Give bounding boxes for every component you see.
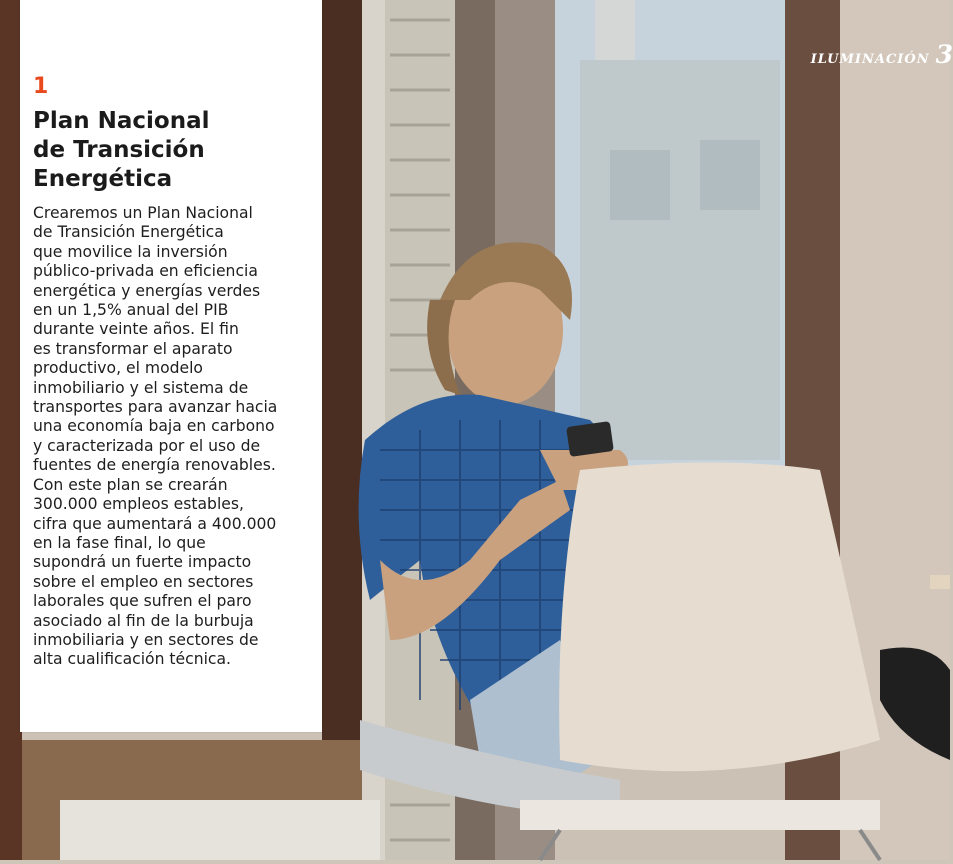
section-header (810, 40, 953, 76)
body-line: Con este plan se crearán (33, 475, 228, 494)
card-title (33, 107, 313, 194)
title-line: Plan Nacional (33, 108, 210, 134)
body-line: transportes para avanzar hacia (33, 398, 278, 417)
title-line: de Transición (33, 137, 205, 163)
body-line: asociado al fin de la burbuja (33, 611, 254, 630)
page-number: 3 (935, 40, 953, 69)
title-line: Energética (33, 166, 173, 192)
body-line: público-privada en eficiencia (33, 262, 258, 281)
body-line: productivo, el modelo (33, 359, 203, 378)
text-card (20, 0, 322, 732)
body-line: durante veinte años. El fin (33, 320, 239, 339)
item-number: 1 (33, 74, 49, 99)
body-line: 300.000 empleos estables, (33, 495, 244, 514)
body-line: una economía baja en carbono (33, 417, 275, 436)
body-line: de Transición Energética (33, 223, 224, 242)
body-line: y caracterizada por el uso de (33, 436, 261, 455)
body-line: laborales que sufren el paro (33, 592, 252, 611)
body-line: energética y energías verdes (33, 281, 261, 300)
card-body (33, 204, 323, 670)
body-line: cifra que aumentará a 400.000 (33, 514, 277, 533)
body-line: en un 1,5% anual del PIB (33, 301, 229, 320)
body-line: Crearemos un Plan Nacional (33, 204, 253, 222)
section-label: ILUMINACIÓN (810, 52, 930, 67)
body-line: es transformar el aparato (33, 339, 233, 358)
body-line: fuentes de energía renovables. (33, 456, 276, 475)
body-line: sobre el empleo en sectores (33, 572, 254, 591)
body-line: inmobiliaria y en sectores de (33, 630, 259, 649)
body-line: alta cualificación técnica. (33, 650, 232, 669)
body-line: supondrá un fuerte impacto (33, 553, 252, 572)
body-line: en la fase final, lo que (33, 533, 206, 552)
body-line: que movilice la inversión (33, 242, 228, 261)
body-line: inmobiliario y el sistema de (33, 378, 249, 397)
